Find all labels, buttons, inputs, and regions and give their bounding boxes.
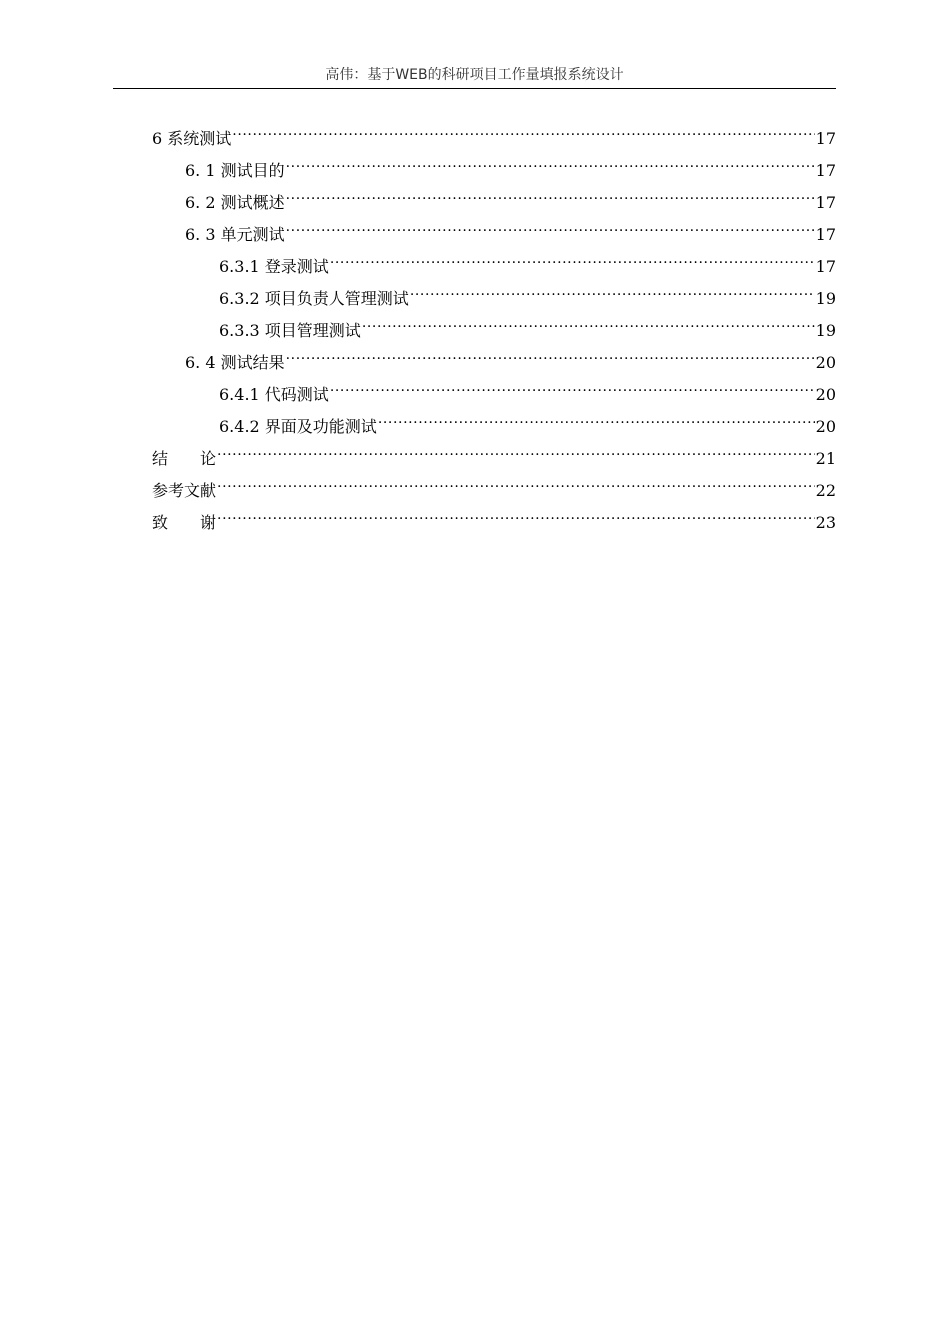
toc-entry-ui-function-test[interactable] xyxy=(219,406,836,436)
toc-entry-page: 20 xyxy=(815,385,836,404)
toc-entry-label: 6. 1 测试目的 xyxy=(185,161,285,180)
running-header: 高伟：基于WEB的科研项目工作量填报系统设计 xyxy=(325,67,624,83)
toc-dot-leader xyxy=(286,150,815,176)
toc-entry-system-testing[interactable] xyxy=(152,118,836,148)
toc-entry-page: 19 xyxy=(815,321,836,340)
toc-entry-label: 6.3.2 项目负责人管理测试 xyxy=(219,289,409,308)
toc-dot-leader xyxy=(286,342,815,368)
toc-entry-page: 22 xyxy=(815,481,836,500)
toc-dot-leader xyxy=(410,278,815,304)
toc-entry-label: 6.4.1 代码测试 xyxy=(219,385,329,404)
toc-entry-label: 6. 3 单元测试 xyxy=(185,225,285,244)
toc-entry-label: 结 论 xyxy=(152,449,217,468)
toc-dot-leader xyxy=(330,246,815,272)
toc-dot-leader xyxy=(217,470,815,496)
toc-entry-conclusion[interactable] xyxy=(152,438,836,468)
toc-entry-references[interactable] xyxy=(152,470,836,500)
toc-entry-test-purpose[interactable] xyxy=(185,150,836,180)
toc-entry-page: 19 xyxy=(815,289,836,308)
toc-entry-login-test[interactable] xyxy=(219,246,836,276)
toc-entry-page: 17 xyxy=(815,129,836,148)
toc-entry-label: 6. 4 测试结果 xyxy=(185,353,285,372)
toc-entry-label: 6. 2 测试概述 xyxy=(185,193,285,212)
header-rule xyxy=(113,88,836,89)
toc-entry-project-management-test[interactable] xyxy=(219,310,836,340)
toc-entry-page: 20 xyxy=(815,417,836,436)
toc-entry-unit-testing[interactable] xyxy=(185,214,836,244)
toc-dot-leader xyxy=(217,502,815,528)
toc-entry-label: 6 系统测试 xyxy=(152,129,232,148)
toc-entry-label: 6.4.2 界面及功能测试 xyxy=(219,417,377,436)
toc-entry-code-test[interactable] xyxy=(219,374,836,404)
toc-entry-test-overview[interactable] xyxy=(185,182,836,212)
toc-entry-label: 参考文献 xyxy=(152,481,217,500)
toc-dot-leader xyxy=(217,438,815,464)
toc-entry-page: 17 xyxy=(815,193,836,212)
toc-entry-label: 6.3.1 登录测试 xyxy=(219,257,329,276)
toc-entry-page: 21 xyxy=(815,449,836,468)
toc-entry-test-results[interactable] xyxy=(185,342,836,372)
toc-dot-leader xyxy=(286,214,815,240)
toc-entry-acknowledgements[interactable] xyxy=(152,502,836,532)
toc-dot-leader xyxy=(286,182,815,208)
toc-entry-page: 17 xyxy=(815,161,836,180)
toc-dot-leader xyxy=(232,118,814,144)
toc-entry-page: 17 xyxy=(815,257,836,276)
toc-entry-label: 6.3.3 项目管理测试 xyxy=(219,321,361,340)
toc-dot-leader xyxy=(330,374,815,400)
toc-entry-page: 23 xyxy=(815,513,836,532)
toc-entry-label: 致 谢 xyxy=(152,513,217,532)
toc-entry-page: 17 xyxy=(815,225,836,244)
toc-entry-project-leader-test[interactable] xyxy=(219,278,836,308)
toc-dot-leader xyxy=(362,310,815,336)
toc-dot-leader xyxy=(378,406,815,432)
toc-entry-page: 20 xyxy=(815,353,836,372)
